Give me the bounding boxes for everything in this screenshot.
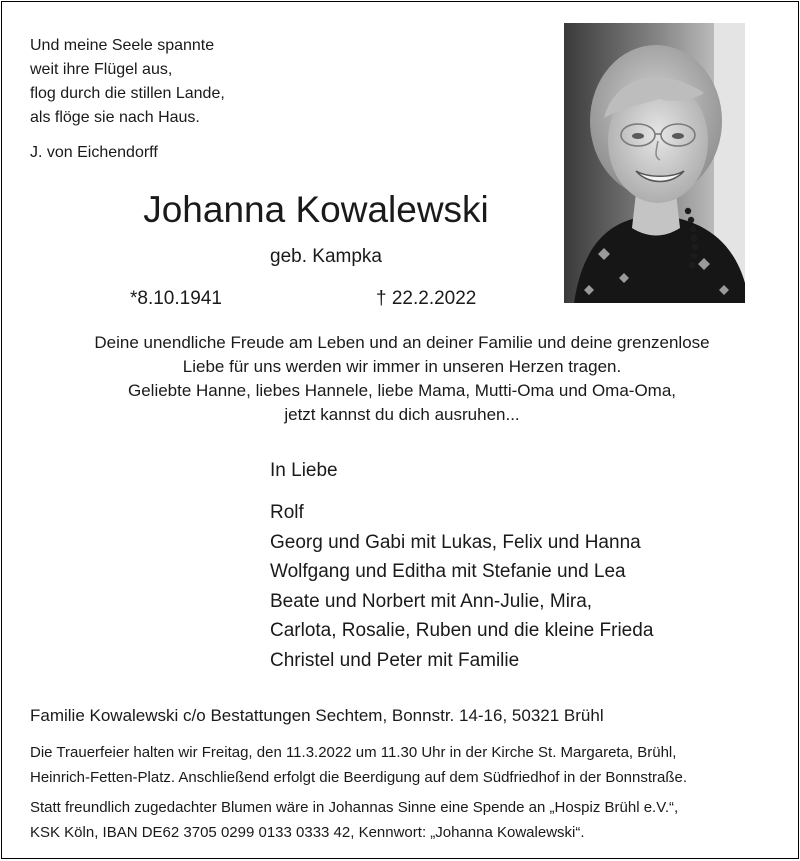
mourner-line: Georg und Gabi mit Lukas, Felix und Hanna [270, 531, 641, 553]
poem [30, 34, 330, 130]
mourner-line: Rolf [270, 502, 304, 523]
poem-line: als flöge sie nach Haus. [30, 109, 200, 126]
poem-author: J. von Eichendorff [30, 144, 158, 161]
tribute-line: Liebe für uns werden wir immer in unseren Herzen tragen. [182, 357, 622, 376]
poem-line: Und meine Seele spannte [30, 37, 215, 54]
donation-line: KSK Köln, IBAN DE62 3705 0299 0133 0333 42, Kennwort: „Johanna Kowalewski“. [30, 824, 585, 841]
mourner-line: Carlota, Rosalie, Ruben und die kleine Frieda [270, 620, 654, 641]
maiden-name: geb. Kampka [270, 246, 382, 267]
funeral-service-notice [30, 740, 687, 790]
tribute-line: Deine unendliche Freude am Leben und an deiner Familie und deine grenzenlose [94, 333, 710, 352]
mourner-line: Wolfgang und Editha mit Stefanie und Lea [270, 561, 626, 582]
mourners-intro: In Liebe [270, 460, 338, 481]
donation-notice [30, 795, 678, 845]
poem-line: flog durch die stillen Lande, [30, 85, 225, 102]
tribute-text [2, 331, 800, 427]
deceased-name: Johanna Kowalewski [143, 189, 489, 230]
birth-date: *8.10.1941 [130, 288, 222, 309]
death-date: † 22.2.2022 [376, 288, 477, 309]
family-address: Familie Kowalewski c/o Bestattungen Sechtem, Bonnstr. 14-16, 50321 Brühl [30, 706, 604, 725]
tribute-line: Geliebte Hanne, liebes Hannele, liebe Mama, Mutti-Oma und Oma-Oma, [127, 381, 677, 400]
mourner-line: Christel und Peter mit Familie [270, 649, 520, 671]
service-line: Heinrich-Fetten-Platz. Anschließend erfolgt die Beerdigung auf dem Südfriedhof in der Bonnstraße. [30, 769, 688, 786]
mourners-list [270, 498, 653, 675]
poem-line: weit ihre Flügel aus, [30, 61, 173, 78]
mourner-line: Beate und Norbert mit Ann-Julie, Mira, [270, 590, 593, 612]
tribute-line: jetzt kannst du dich ausruhen... [284, 405, 520, 424]
service-line: Die Trauerfeier halten wir Freitag, den 11.3.2022 um 11.30 Uhr in der Kirche St. Margareta, Brühl, [30, 744, 677, 761]
donation-line: Statt freundlich zugedachter Blumen wäre in Johannas Sinne eine Spende an „Hospiz Brühl e.V.“, [30, 799, 679, 816]
obituary-notice [1, 1, 799, 859]
